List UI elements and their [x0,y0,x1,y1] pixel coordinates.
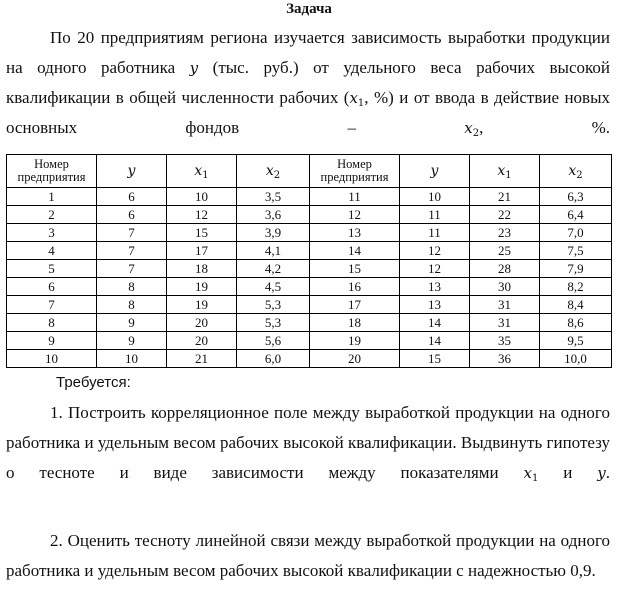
cell-enterprise-number: 15 [310,260,400,278]
cell-y: 10 [400,188,470,206]
cell-enterprise-number: 17 [310,296,400,314]
cell-x2: 9,5 [540,332,612,350]
task-1: 1. Построить корреляционное поле между выработкой продукции на одного работника и удельным весом рабочих высокой квалификации. Выдвинуть гипотезу о тесноте и виде зависимости между показателями $x_1$ и y. [6,403,610,484]
cell-enterprise-number: 3 [7,224,97,242]
cell-x2: 3,6 [237,206,310,224]
cell-x1: 30 [470,278,540,296]
cell-y: 7 [97,242,167,260]
cell-enterprise-number: 2 [7,206,97,224]
table-row [7,314,612,332]
cell-x2: 8,6 [540,314,612,332]
header-y: y [400,155,470,188]
cell-x1: 18 [167,260,237,278]
cell-x2: 4,5 [237,278,310,296]
cell-y: 11 [400,206,470,224]
cell-x2: 4,2 [237,260,310,278]
cell-y: 13 [400,278,470,296]
cell-enterprise-number: 10 [7,350,97,368]
data-table [6,154,612,368]
cell-enterprise-number: 5 [7,260,97,278]
task-2-text: 2. Оценить тесноту линейной связи между выработкой продукции на одного работника и удельным весом рабочих высокой квалификации с надежностью 0,9. [6,531,610,580]
table-header-row [7,155,612,188]
cell-x1: 28 [470,260,540,278]
cell-y: 15 [400,350,470,368]
cell-x2: 4,1 [237,242,310,260]
symbol-y: y [597,464,606,482]
cell-x1: 21 [167,350,237,368]
cell-x2: 7,5 [540,242,612,260]
cell-enterprise-number: 9 [7,332,97,350]
cell-x1: 36 [470,350,540,368]
cell-y: 6 [97,188,167,206]
table-row [7,206,612,224]
symbol-y: y [189,59,199,77]
task-2 [6,526,610,586]
cell-x1: 19 [167,296,237,314]
cell-x2: 8,2 [540,278,612,296]
cell-y: 11 [400,224,470,242]
cell-enterprise-number: 20 [310,350,400,368]
table-row [7,350,612,368]
table-row [7,332,612,350]
cell-x2: 3,9 [237,224,310,242]
cell-enterprise-number: 7 [7,296,97,314]
cell-y: 6 [97,206,167,224]
cell-x1: 35 [470,332,540,350]
cell-x1: 19 [167,278,237,296]
required-label: Требуется: [56,374,131,391]
cell-enterprise-number: 13 [310,224,400,242]
intro-paragraph [6,23,610,143]
cell-y: 12 [400,242,470,260]
cell-x2: 7,9 [540,260,612,278]
cell-x2: 6,4 [540,206,612,224]
cell-x1: 21 [470,188,540,206]
cell-x2: 7,0 [540,224,612,242]
header-x1: $x_1$ [167,155,237,188]
cell-y: 10 [97,350,167,368]
symbol-x1: $x_1$ [523,464,539,484]
cell-y: 12 [400,260,470,278]
cell-x1: 31 [470,314,540,332]
cell-x2: 3,5 [237,188,310,206]
task-1-text: 1. Построить корреляционное поле между выработкой продукции на одного работника и удельным весом рабочих высокой квалификации. Выдвинуть гипотезу о тесноте и виде зависимости между показателями [6,403,610,482]
cell-y: 14 [400,314,470,332]
cell-x2: 5,6 [237,332,310,350]
cell-y: 7 [97,260,167,278]
cell-enterprise-number: 14 [310,242,400,260]
table-row [7,242,612,260]
symbol-x1: $x_1$ [349,89,365,109]
cell-enterprise-number: 12 [310,206,400,224]
intro-text-d: , %. [479,118,610,137]
header-x2: $x_2$ [237,155,310,188]
cell-x1: 17 [167,242,237,260]
cell-x1: 12 [167,206,237,224]
cell-y: 9 [97,314,167,332]
cell-enterprise-number: 18 [310,314,400,332]
cell-enterprise-number: 8 [7,314,97,332]
cell-y: 8 [97,296,167,314]
table-row [7,224,612,242]
cell-y: 9 [97,332,167,350]
intro-text-a: По 20 предприятиям региона изучается зависимость выработки продукции на одного работника [6,28,610,77]
intro-text-c: , %) и от ввода в действие новых основных фондов – [6,88,610,137]
cell-y: 13 [400,296,470,314]
cell-x1: 22 [470,206,540,224]
cell-x1: 23 [470,224,540,242]
cell-enterprise-number: 19 [310,332,400,350]
cell-x1: 15 [167,224,237,242]
cell-x2: 5,3 [237,314,310,332]
cell-y: 14 [400,332,470,350]
table-row [7,296,612,314]
header-x1: $x_1$ [470,155,540,188]
cell-x1: 31 [470,296,540,314]
cell-x2: 8,4 [540,296,612,314]
cell-x1: 25 [470,242,540,260]
cell-x1: 10 [167,188,237,206]
cell-x1: 20 [167,332,237,350]
header-enterprise-number: Номер предприятия [7,155,97,188]
cell-enterprise-number: 11 [310,188,400,206]
header-x2: $x_2$ [540,155,612,188]
cell-enterprise-number: 4 [7,242,97,260]
cell-x2: 6,0 [237,350,310,368]
symbol-x2: $x_2$ [464,119,480,139]
intro-text-b: (тыс. руб.) от удельного веса рабочих высокой квалификации в общей численности рабочих ( [6,58,610,107]
task-title: Задача [286,1,332,17]
cell-x2: 10,0 [540,350,612,368]
cell-enterprise-number: 6 [7,278,97,296]
cell-x2: 6,3 [540,188,612,206]
header-y: y [97,155,167,188]
header-enterprise-number: Номер предприятия [310,155,400,188]
cell-y: 8 [97,278,167,296]
cell-enterprise-number: 16 [310,278,400,296]
cell-enterprise-number: 1 [7,188,97,206]
table-row [7,260,612,278]
cell-x2: 5,3 [237,296,310,314]
table-row [7,188,612,206]
table-row [7,278,612,296]
cell-x1: 20 [167,314,237,332]
cell-y: 7 [97,224,167,242]
